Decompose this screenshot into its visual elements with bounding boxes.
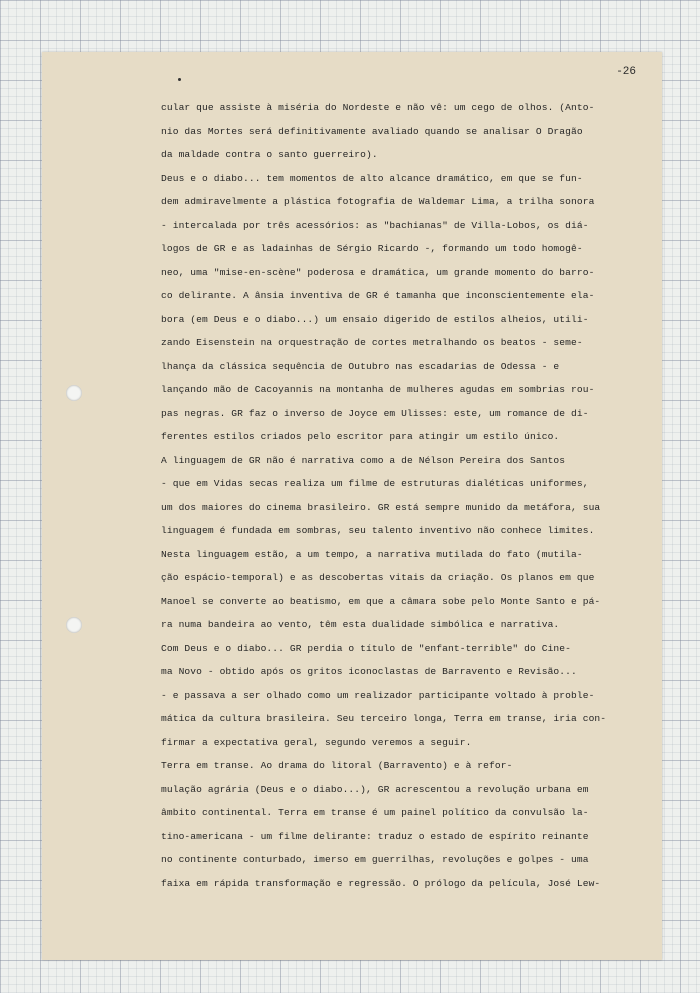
punch-hole xyxy=(66,617,82,633)
text-line: Manoel se converte ao beatismo, em que a câmara sobe pelo Monte Santo e pá- xyxy=(161,595,601,607)
text-line: Nesta linguagem estão, a um tempo, a narrativa mutilada do fato (mutila- xyxy=(161,548,583,560)
page-number: -26 xyxy=(616,66,636,78)
text-line: bora (em Deus e o diabo...) um ensaio digerido de estilos alheios, utili- xyxy=(161,313,589,325)
text-line: cular que assiste à miséria do Nordeste e não vê: um cego de olhos. (Anto- xyxy=(161,102,595,113)
text-line: ra numa bandeira ao vento, têm esta dualidade simbólica e narrativa. xyxy=(161,619,560,630)
ink-dot xyxy=(178,78,181,81)
text-line: ma Novo - obtido após os gritos iconoclastas de Barravento e Revisão... xyxy=(161,666,577,677)
text-line: mulação agrária (Deus e o diabo...), GR acrescentou a revolução urbana em xyxy=(161,783,589,795)
text-line: firmar a expectativa geral, segundo veremos a seguir. xyxy=(161,736,472,748)
text-line: - e passava a ser olhado como um realizador participante voltado à proble- xyxy=(161,689,595,701)
punch-hole xyxy=(66,385,82,401)
text-line: zando Eisenstein na orquestração de cortes metralhando os beatos - seme- xyxy=(161,337,583,348)
text-line: âmbito continental. Terra em transe é um painel político da convulsão la- xyxy=(161,807,589,818)
text-line: neo, uma "mise-en-scène" poderosa e dramática, um grande momento do barro- xyxy=(161,266,595,278)
text-line: da maldade contra o santo guerreiro). xyxy=(161,149,378,160)
text-line: A linguagem de GR não é narrativa como a de Nélson Pereira dos Santos xyxy=(161,454,566,466)
text-line: pas negras. GR faz o inverso de Joyce em Ulisses: este, um romance de di- xyxy=(161,407,589,419)
text-line: mática da cultura brasileira. Seu terceiro longa, Terra em transe, iria con- xyxy=(161,713,607,724)
text-line: - que em Vidas secas realiza um filme de estruturas dialéticas uniformes, xyxy=(161,478,589,489)
text-line: co delirante. A ânsia inventiva de GR é tamanha que inconscientemente ela- xyxy=(161,290,595,301)
text-line: linguagem é fundada em sombras, seu talento inventivo não conhece limites. xyxy=(161,525,595,536)
text-line: lhança da clássica sequência de Outubro nas escadarias de Odessa - e xyxy=(161,360,560,372)
text-line: no continente conturbado, imerso em guerrilhas, revoluções e golpes - uma xyxy=(161,854,589,865)
text-line: faixa em rápida transformação e regressão. O prólogo da película, José Lew- xyxy=(161,877,601,889)
text-line: nio das Mortes será definitivamente avaliado quando se analisar O Dragão xyxy=(161,125,583,137)
text-line: Com Deus e o diabo... GR perdia o título de "enfant-terrible" do Cine- xyxy=(161,642,572,654)
text-line: - intercalada por três acessórios: as "bachianas" de Villa-Lobos, os diá- xyxy=(161,219,589,231)
text-line: um dos maiores do cinema brasileiro. GR está sempre munido da metáfora, sua xyxy=(161,501,601,513)
document-sheet xyxy=(42,52,662,960)
text-line: logos de GR e as ladainhas de Sérgio Ricardo -, formando um todo homogê- xyxy=(161,243,583,254)
text-line: dem admiravelmente a plástica fotografia de Waldemar Lima, a trilha sonora xyxy=(161,196,595,207)
text-line: Terra em transe. Ao drama do litoral (Barravento) e à refor- xyxy=(161,760,513,771)
typewritten-text xyxy=(161,96,641,895)
text-line: Deus e o diabo... tem momentos de alto alcance dramático, em que se fun- xyxy=(161,172,583,184)
text-line: ferentes estilos criados pelo escritor para atingir um estilo único. xyxy=(161,431,560,442)
text-line: lançando mão de Cacoyannis na montanha de mulheres agudas em sombrias rou- xyxy=(161,384,595,395)
text-line: ção espácio-temporal) e as descobertas vitais da criação. Os planos em que xyxy=(161,572,595,583)
text-line: tino-americana - um filme delirante: traduz o estado de espírito reinante xyxy=(161,830,589,842)
